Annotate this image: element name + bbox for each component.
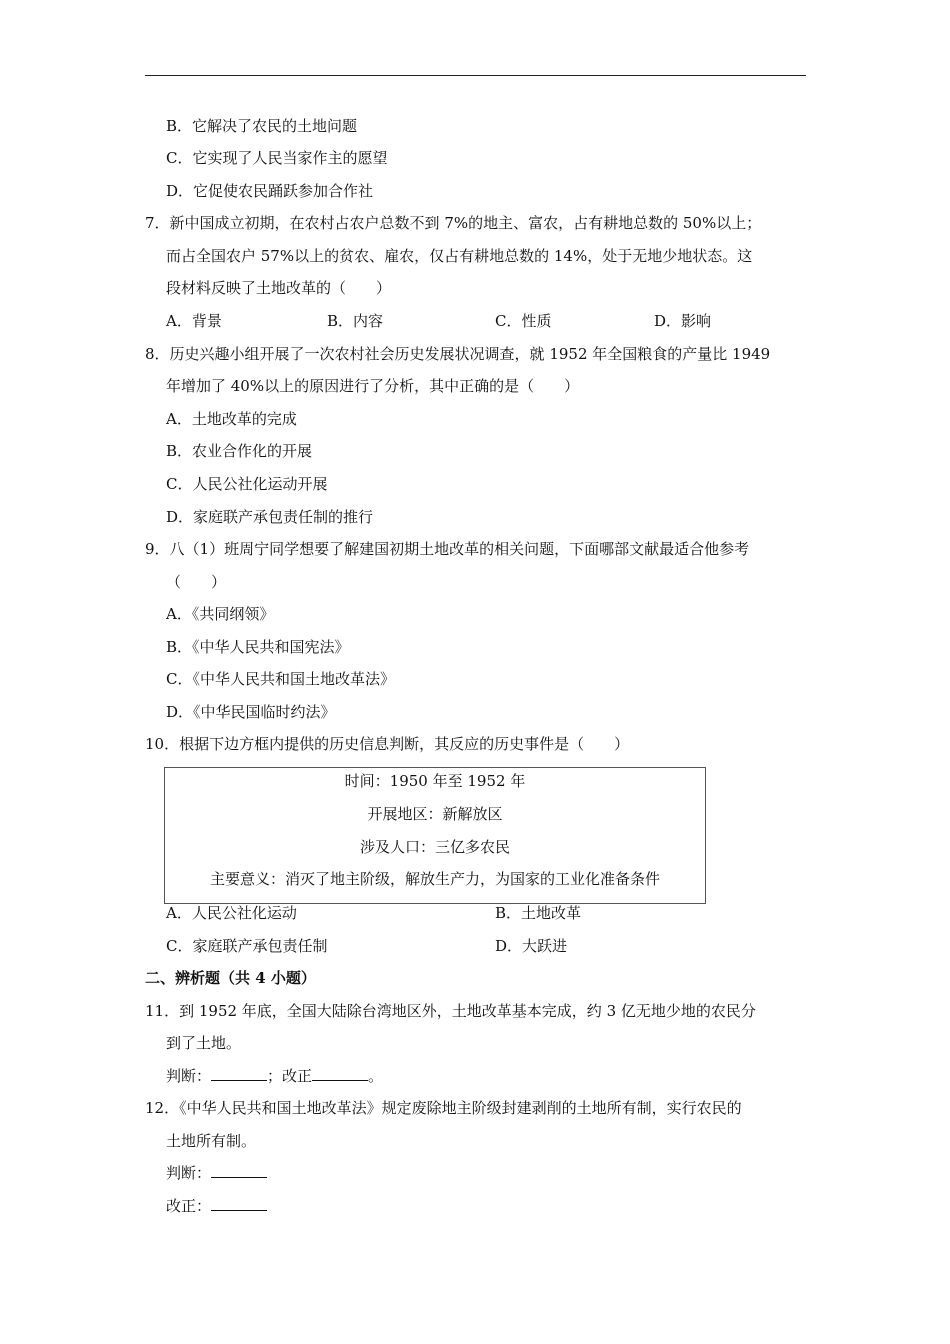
q12-judge-blank[interactable] [211,1163,267,1178]
q7-option-d: D．影响 [654,312,712,330]
q11-answer-line [166,1066,383,1086]
q10-box-time: 时间：1950 年至 1952 年 [344,772,526,790]
q8-option-a: A．土地改革的完成 [166,410,297,428]
q10-option-d: D．大跃进 [495,937,568,955]
q8-option-d: D．家庭联产承包责任制的推行 [166,508,374,526]
q8-option-b: B．农业合作化的开展 [166,442,313,460]
q6-option-d: D．它促使农民踊跃参加合作社 [166,182,374,200]
q9-stem-line2: （ ） [166,573,227,591]
q11-stem-line2: 到了土地。 [166,1034,242,1052]
q12-judge-label: 判断： [166,1164,212,1182]
q8-stem-line2: 年增加了 40%以上的原因进行了分析，其中正确的是（ ） [166,377,580,395]
q7-stem-line2: 而占全国农户 57%以上的贫农、雇农，仅占有耕地总数的 14%，处于无地少地状态。这 [166,247,753,265]
q11-stem-line1: 11．到 1952 年底，全国大陆除台湾地区外，土地改革基本完成，约 3 亿无地少地的农民分 [145,1002,756,1020]
q11-judge-label: 判断： [166,1067,212,1085]
q12-judge-line [166,1163,267,1183]
q12-correct-blank[interactable] [211,1196,267,1211]
q10-option-a: A．人民公社化运动 [166,904,297,922]
q9-option-a: A．《共同纲领》 [166,605,275,623]
q10-box-region: 开展地区：新解放区 [367,805,503,823]
q11-end-mark: 。 [368,1067,384,1085]
q10-stem: 10．根据下边方框内提供的历史信息判断，其反应的历史事件是（ ） [145,735,630,753]
header-rule [145,75,806,76]
q7-option-b: B．内容 [327,312,384,330]
q9-option-b: B．《中华人民共和国宪法》 [166,638,350,656]
q12-correct-label: 改正： [166,1197,212,1215]
q6-option-b: B．它解决了农民的土地问题 [166,117,358,135]
q7-stem-line1: 7．新中国成立初期，在农村占农户总数不到 7%的地主、富农，占有耕地总数的 50%以上； [145,214,762,232]
q10-box-meaning: 主要意义：消灭了地主阶级，解放生产力，为国家的工业化准备条件 [209,870,660,888]
q9-option-d: D．《中华民国临时约法》 [166,703,336,721]
q12-correct-line [166,1196,267,1216]
q10-option-b: B．土地改革 [495,904,582,922]
q11-correct-blank[interactable] [312,1066,368,1081]
q9-stem-line1: 9．八（1）班周宁同学想要了解建国初期土地改革的相关问题，下面哪部文献最适合他参考 [145,540,750,558]
q7-option-c: C．性质 [495,312,552,330]
q10-box-population: 涉及人口：三亿多农民 [359,838,510,856]
q6-option-c: C．它实现了人民当家作主的愿望 [166,149,388,167]
section-title: 二、辨析题（共 4 小题） [145,969,316,987]
q7-option-a: A．背景 [166,312,222,330]
q8-stem-line1: 8．历史兴趣小组开展了一次农村社会历史发展状况调查，就 1952 年全国粮食的产量比 1949 [145,345,771,363]
q10-option-c: C．家庭联产承包责任制 [166,937,328,955]
q11-correct-label: ；改正 [267,1067,313,1085]
q12-stem-line2: 土地所有制。 [166,1132,257,1150]
q8-option-c: C．人民公社化运动开展 [166,475,328,493]
q12-stem-line1: 12．《中华人民共和国土地改革法》规定废除地主阶级封建剥削的土地所有制，实行农民的 [145,1099,742,1117]
q9-option-c: C．《中华人民共和国土地改革法》 [166,670,395,688]
q10-info-box [164,767,706,904]
q11-judge-blank[interactable] [211,1066,267,1081]
q7-stem-line3: 段材料反映了土地改革的（ ） [166,279,392,297]
